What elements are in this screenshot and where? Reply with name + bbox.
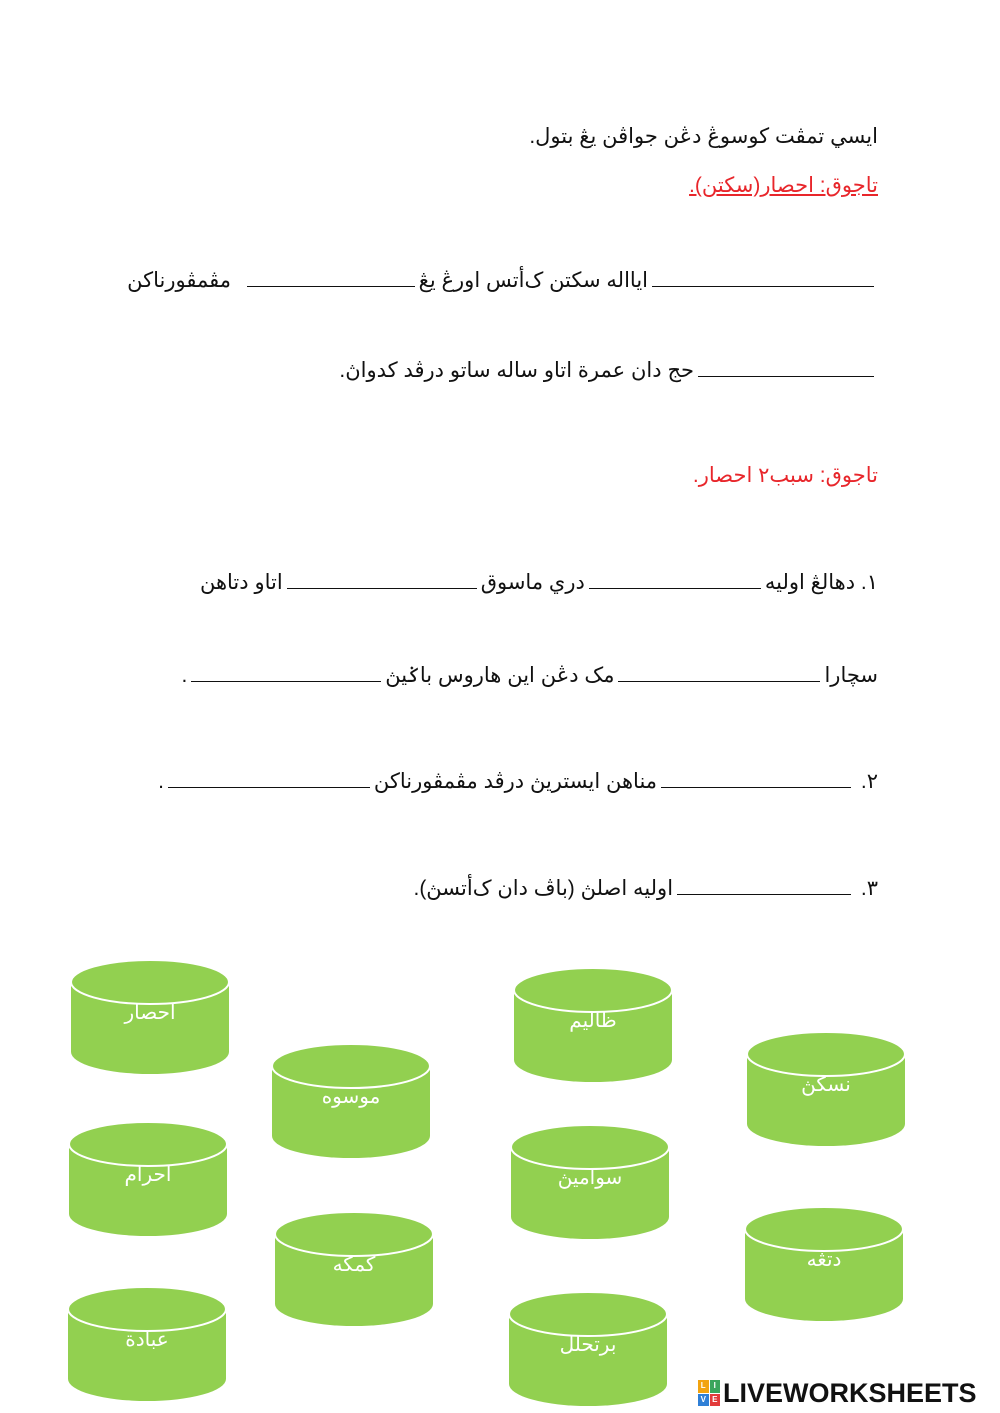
q2-end: .	[158, 770, 164, 793]
drum-label: برتحلل	[559, 1334, 617, 1356]
answer-blank-9[interactable]	[168, 767, 370, 788]
q1-line2-start: سچارا	[824, 664, 878, 687]
drum-label: دتڠه	[806, 1249, 842, 1271]
topic1-question-1	[127, 266, 878, 295]
answer-blank-4[interactable]	[589, 568, 761, 589]
word-drum-4[interactable]	[273, 1210, 435, 1328]
word-drum-1[interactable]	[69, 958, 231, 1076]
question-1-line-2	[181, 661, 878, 690]
drum-label: سواميڽ	[557, 1167, 623, 1189]
answer-blank-5[interactable]	[287, 568, 477, 589]
question-2	[158, 767, 878, 796]
topic1-q1-text: ايااله سکتن ک‌أتس اورڠ يڠ	[418, 269, 648, 292]
question-3	[413, 874, 878, 903]
drum-label: عبادة	[125, 1329, 169, 1351]
topic1-q2-text: حج دان عمرة اتاو ساله ساتو درڤد کدواڽ.	[339, 359, 694, 382]
drum-label: نسکڽ	[801, 1074, 851, 1096]
q1-number-text: ١. دهالڠ اوليه	[764, 571, 878, 594]
q2-number: ٢.	[860, 770, 878, 793]
q3-number: ٣.	[860, 877, 878, 900]
word-drum-6[interactable]	[512, 966, 674, 1084]
answer-blank-10[interactable]	[677, 874, 851, 895]
word-drum-2[interactable]	[270, 1042, 432, 1160]
drum-label: احصار	[124, 1002, 176, 1024]
drum-label: احرام	[124, 1164, 172, 1186]
topic-2-heading: تاجوق: سبب٢ احصار.	[692, 464, 878, 487]
q2-mid-text: مناهن ايستريڽ درڤد مڤمڤورناکن	[373, 770, 658, 793]
word-drum-7[interactable]	[509, 1123, 671, 1241]
word-drum-5[interactable]	[66, 1285, 228, 1403]
instruction-text: ايسي تمڤت کوسوڠ دڠن جواڤن يڠ بتول.	[529, 125, 878, 148]
topic-1-heading: تاجوق: احصار(سکتن).	[689, 174, 878, 197]
liveworksheets-logo	[698, 1376, 977, 1410]
topic1-q1-end: مڤمڤورناکن	[127, 269, 231, 292]
word-drum-10[interactable]	[743, 1205, 905, 1323]
logo-letter: E	[710, 1394, 721, 1407]
answer-blank-6[interactable]	[618, 661, 820, 682]
brand-name: LIVEWORKSHEETS	[723, 1377, 977, 1408]
logo-letter: V	[698, 1394, 709, 1407]
logo-icon	[698, 1380, 720, 1406]
answer-blank-8[interactable]	[661, 767, 851, 788]
q1-line2-end: .	[181, 664, 188, 687]
answer-blank-1[interactable]	[652, 266, 874, 287]
question-1-line-1	[200, 568, 878, 597]
drum-label: موسوه	[321, 1086, 381, 1108]
topic1-question-2	[339, 356, 878, 385]
q3-mid-text: اوليه اصلڽ (باڤ دان ک‌أتسڽ).	[413, 877, 674, 900]
word-drum-3[interactable]	[67, 1120, 229, 1238]
logo-letter: L	[698, 1380, 709, 1393]
word-drum-8[interactable]	[507, 1290, 669, 1408]
q1-end-text: اتاو دتاهن	[199, 571, 283, 594]
answer-blank-3[interactable]	[698, 356, 874, 377]
drum-label: کمکه	[332, 1254, 376, 1276]
logo-letter: I	[710, 1380, 721, 1393]
answer-blank-7[interactable]	[191, 661, 381, 682]
q1-line2-mid: مک دڠن اين هاروس باݢيڽ	[385, 664, 615, 687]
word-drum-9[interactable]	[745, 1030, 907, 1148]
answer-blank-2[interactable]	[247, 266, 415, 287]
q1-mid-text: دري ماسوق	[480, 571, 585, 594]
drum-label: ظاليم	[569, 1010, 617, 1032]
